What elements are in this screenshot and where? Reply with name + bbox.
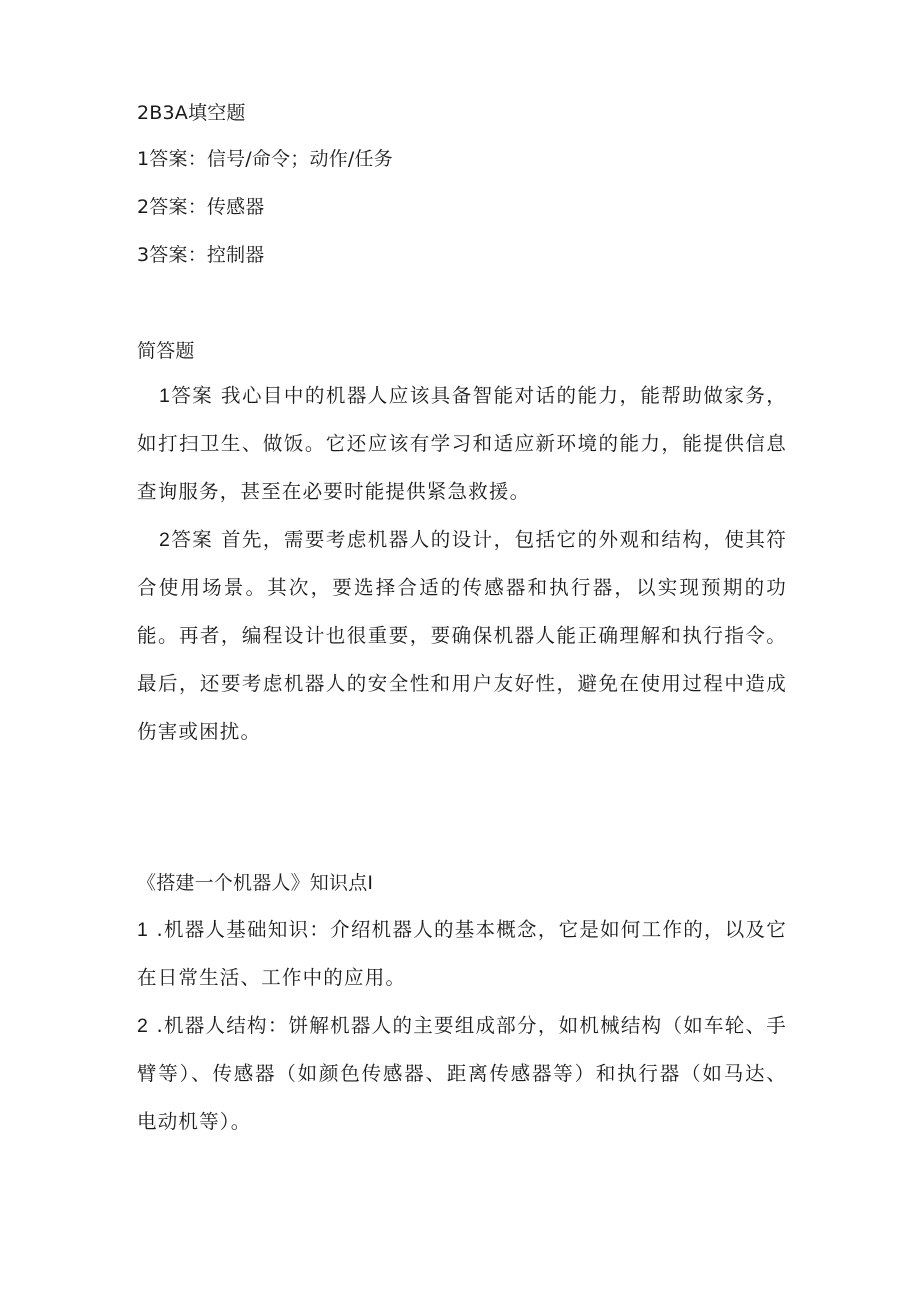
short-answer-2 [137, 516, 787, 756]
knowledge-point-2-number: 2 [137, 1015, 150, 1037]
fill-answer-2: 2答案：传感器 [137, 196, 265, 218]
short-answer-2-label: 2答案 [159, 529, 214, 551]
knowledge-point-2 [137, 1002, 787, 1146]
knowledge-point-1 [137, 906, 787, 1002]
short-answer-1 [137, 372, 787, 516]
fill-answer-3: 3答案：控制器 [137, 244, 265, 266]
short-answer-2-text: 首先，需要考虑机器人的设计，包括它的外观和结构，使其符合使用场景。其次，要选择合适的传感器和执行器，以实现预期的功能。再者，编程设计也很重要，要确保机器人能正确理解和执行指令。最后，还要考虑机器人的安全性和用户友好性，避免在使用过程中造成伤害或困扰。 [137, 528, 788, 743]
fill-answer-1: 1答案：信号/命令；动作/任务 [137, 148, 393, 170]
knowledge-point-1-text: .机器人基础知识：介绍机器人的基本概念，它是如何工作的，以及它在日常生活、工作中的应用。 [137, 918, 787, 989]
short-answer-section-title: 简答题 [137, 340, 195, 362]
fill-section-title: 2B3A填空题 [137, 102, 246, 124]
short-answer-1-label: 1答案 [159, 385, 214, 407]
knowledge-point-2-text: .机器人结构：饼解机器人的主要组成部分，如机械结构（如车轮、手臂等）、传感器（如颜色传感器、距离传感器等）和执行器（如马达、电动机等）。 [137, 1014, 787, 1133]
short-answer-1-text: 我心目中的机器人应该具备智能对话的能力，能帮助做家务，如打扫卫生、做饭。它还应该有学习和适应新环境的能力，能提供信息查询服务，甚至在必要时能提供紧急救援。 [137, 384, 788, 503]
knowledge-point-1-number: 1 [137, 919, 150, 941]
knowledge-section-title: 《搭建一个机器人》知识点I [137, 872, 374, 894]
